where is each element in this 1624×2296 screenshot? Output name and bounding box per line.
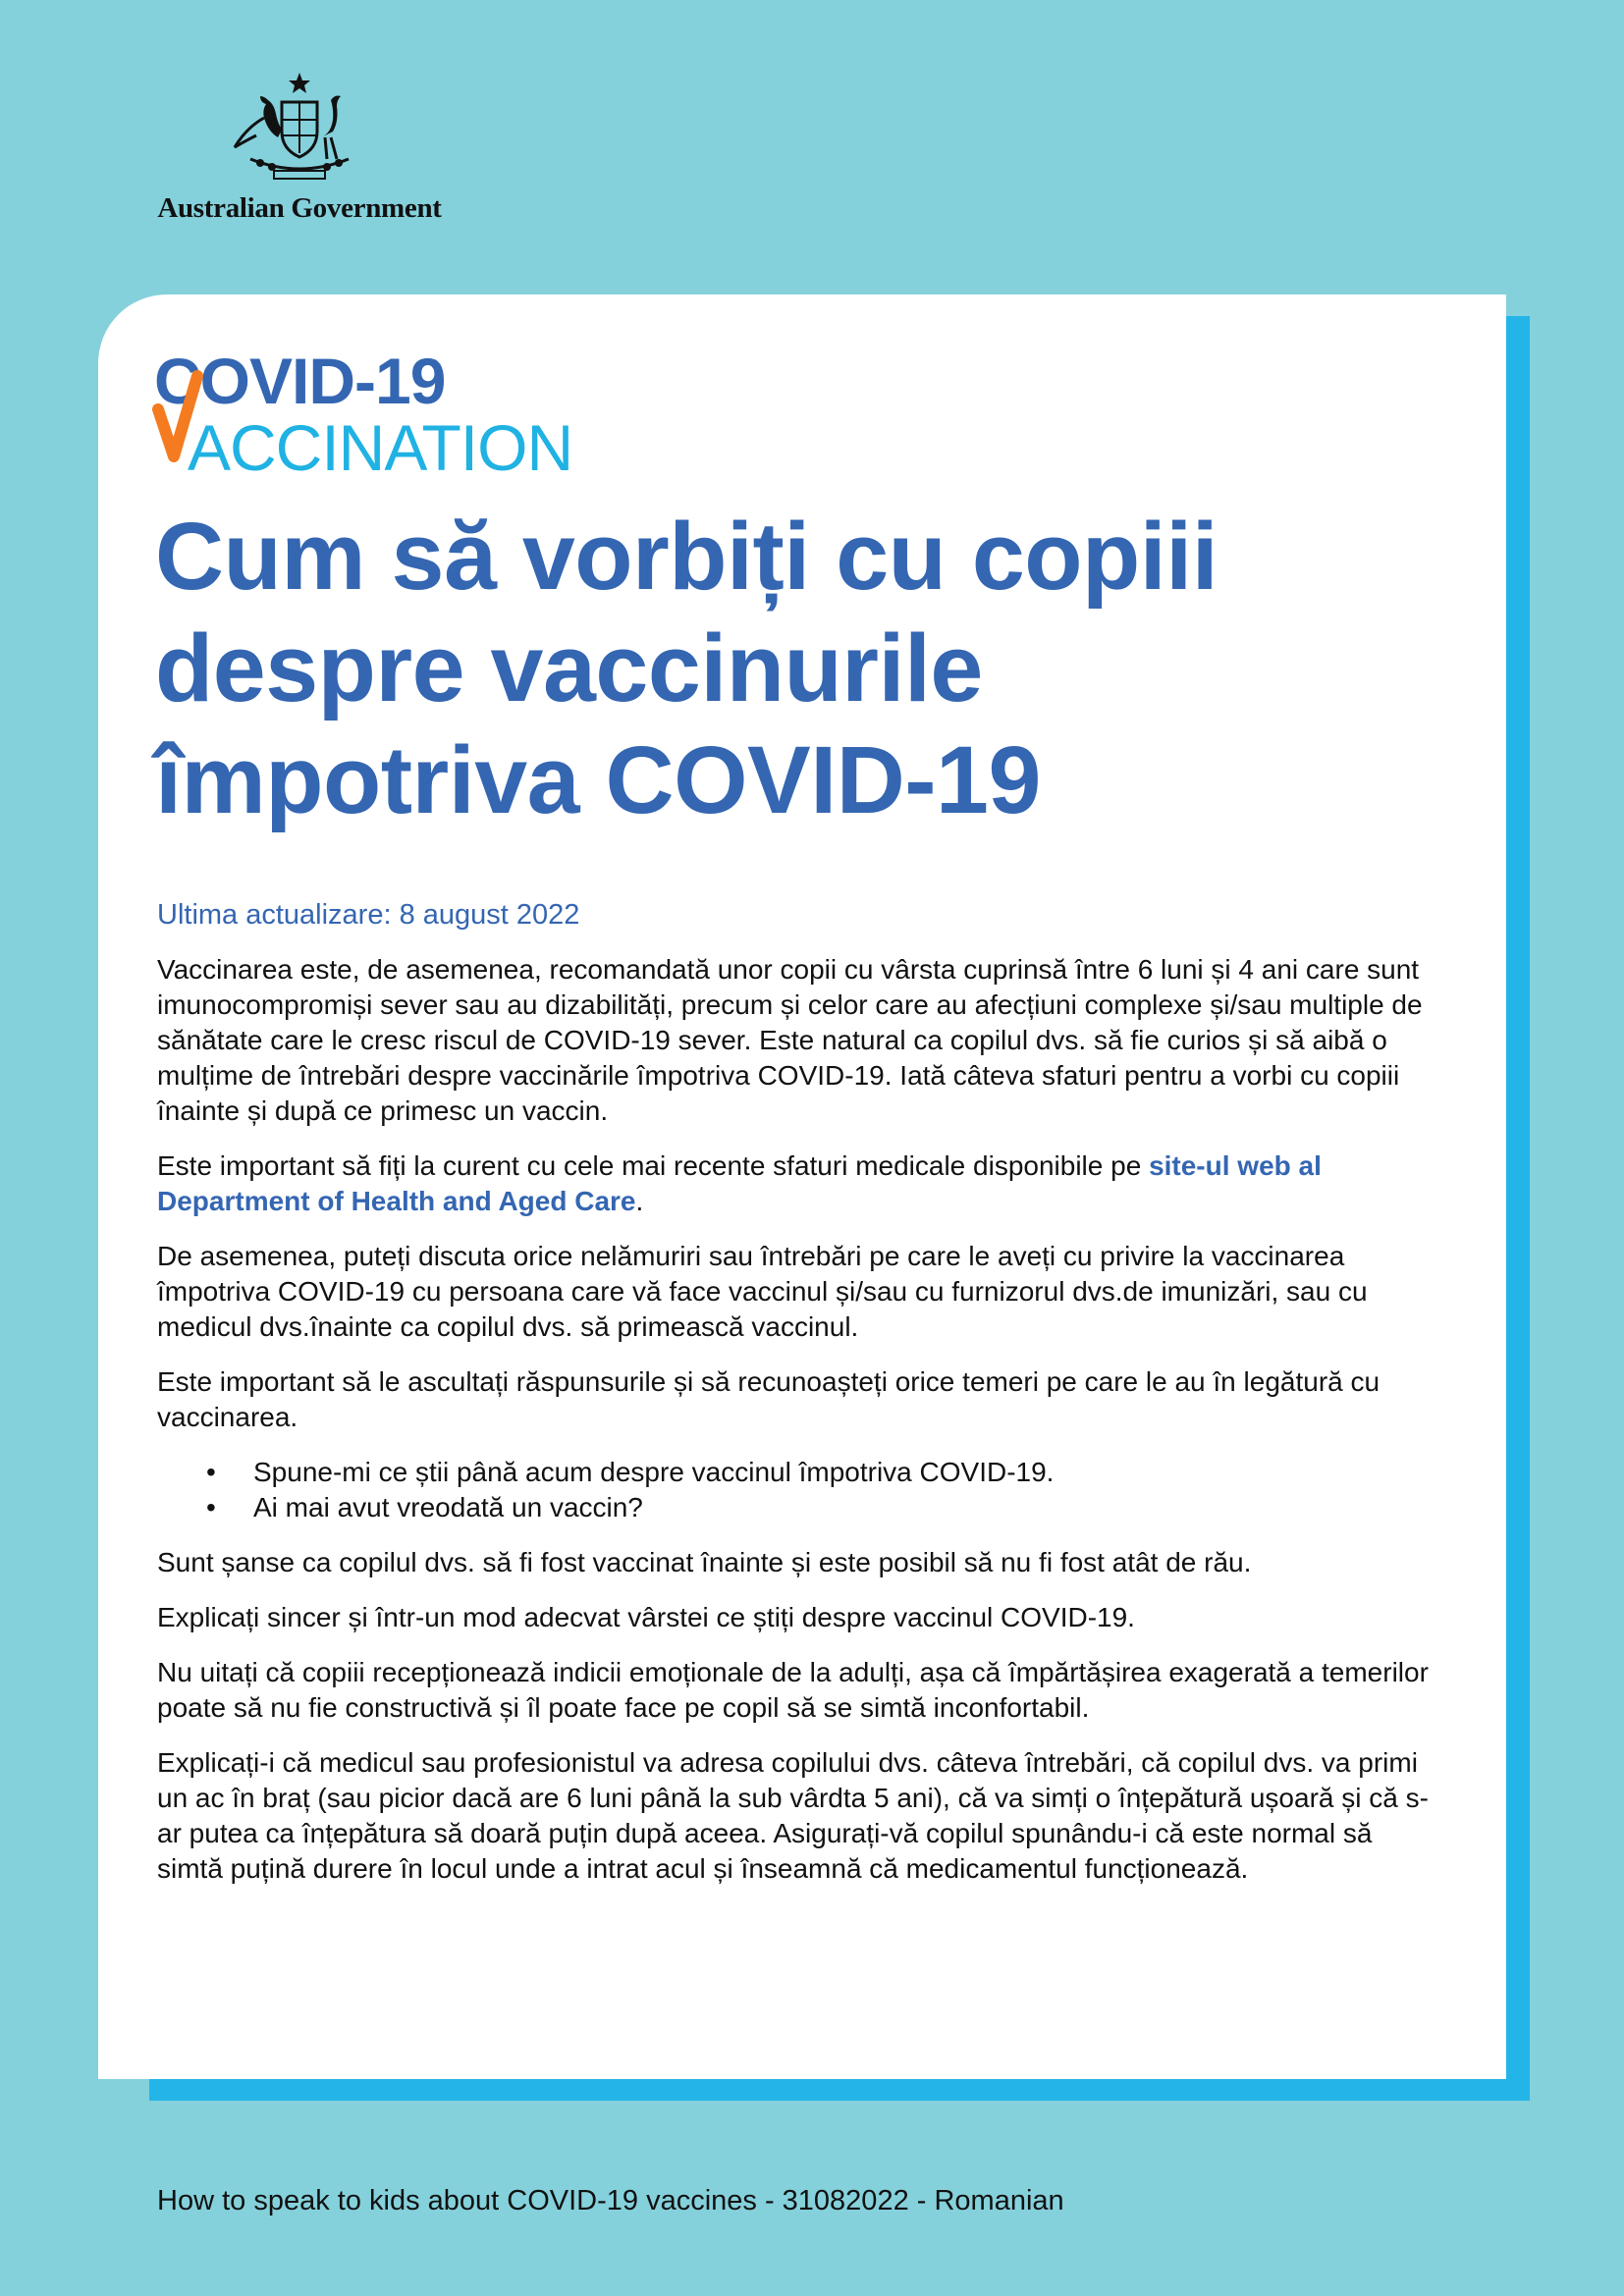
paragraph-2-end: . bbox=[635, 1186, 644, 1216]
question-list bbox=[157, 1455, 1434, 1525]
paragraph-2-text: Este important să fiți la curent cu cele mai recente sfaturi medicale disponibile pe bbox=[157, 1150, 1150, 1181]
list-item bbox=[157, 1490, 1434, 1525]
paragraph-3: De asemenea, puteți discuta orice nelămuriri sau întrebări pe care le aveți cu privire la vaccinarea împotriva COVID-19 cu persoana care vă face vaccinul și/sau cu furnizorul dvs.de imunizări, sau cu medicul dvs.înainte ca copilul dvs. să primească vaccinul. bbox=[157, 1241, 1368, 1342]
logo-line1: COVID-19 bbox=[154, 345, 446, 417]
paragraph-8: Explicați-i că medicul sau profesionistul va adresa copilului dvs. câteva întrebări, că copilul dvs. va primi un ac în braț (sau picior dacă are 6 luni până la sub vârdta 5 ani), că va simți o înțepătură ușoară și că s-ar putea ca înțepătura să doară puțin după aceea. Asigurați-vă copilul spunându-i că este normal să simtă puțină durere în locul unde a intrat acul și înseamnă că medicamentul funcționează. bbox=[157, 1747, 1429, 1884]
bullet-icon: • bbox=[206, 1457, 216, 1487]
last-updated: Ultima actualizare: 8 august 2022 bbox=[157, 899, 580, 931]
government-name: Australian Government bbox=[157, 192, 442, 224]
list-item-text: Spune-mi ce știi până acum despre vaccinul împotriva COVID-19. bbox=[253, 1457, 1055, 1487]
list-item-text: Ai mai avut vreodată un vaccin? bbox=[253, 1492, 643, 1522]
bullet-icon: • bbox=[206, 1492, 216, 1522]
list-item bbox=[157, 1455, 1434, 1490]
australian-coat-of-arms-icon bbox=[221, 69, 378, 187]
paragraph-5: Sunt șanse ca copilul dvs. să fi fost vaccinat înainte și este posibil să nu fi fost atât de rău. bbox=[157, 1547, 1252, 1577]
covid-vaccination-logo bbox=[152, 345, 604, 484]
paragraph-7: Nu uitați că copiii recepționează indicii emoționale de la adulți, așa că împărtășirea exagerată a temerilor poate să nu fie constructivă și îl poate face pe copil să se simtă inconfortabil. bbox=[157, 1657, 1429, 1723]
page-title: Cum să vorbiți cu copiii despre vaccinurile împotriva COVID-19 bbox=[155, 503, 1218, 833]
government-logo bbox=[147, 69, 452, 236]
paragraph-4: Este important să le ascultați răspunsurile și să recunoașteți orice temeri pe care le au în legătură cu vaccinarea. bbox=[157, 1366, 1380, 1432]
document-body bbox=[157, 897, 1434, 1906]
paragraph-1: Vaccinarea este, de asemenea, recomandată unor copii cu vârsta cuprinsă între 6 luni și 4 ani care sunt imunocompromiși sever sau au dizabilități, precum și celor care au afecțiuni complexe și/sau multiple de sănătate care le cresc riscul de COVID-19 sever. Este natural ca copilul dvs. să fie curios și să aibă o mulțime de întrebări despre vaccinările împotriva COVID-19. Iată câteva sfaturi pentru a vorbi cu copiii înainte și după ce primesc un vaccin. bbox=[157, 954, 1423, 1126]
paragraph-2 bbox=[157, 1148, 1434, 1219]
logo-line2: ACCINATION bbox=[188, 411, 573, 484]
paragraph-6: Explicați sincer și într-un mod adecvat vârstei ce știți despre vaccinul COVID-19. bbox=[157, 1602, 1135, 1632]
content-card bbox=[98, 294, 1506, 2079]
document-footer: How to speak to kids about COVID-19 vaccines - 31082022 - Romanian bbox=[157, 2185, 1064, 2216]
health-department-link[interactable]: site-ul web al Department of Health and Aged Care bbox=[157, 1150, 1322, 1216]
